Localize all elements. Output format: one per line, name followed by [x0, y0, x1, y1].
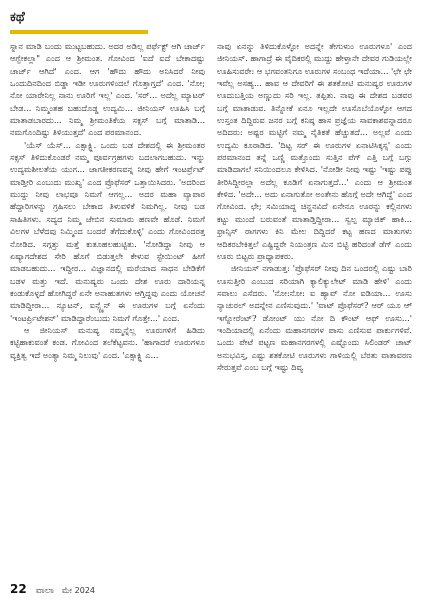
section-title: ಕಥೆ — [10, 10, 25, 25]
paragraph: ನಾವು ಏನನ್ನು ತಿಳಿದುಕೊಳ್ಳೋ ಅದನ್ನೇ ತೇಗುಳುಂ ಊರುಗಳೂ' ಎಂದ ಜೀನಿಯಸ್. ಹಾಗಾದ್ರೆ ಈ ವೈದಿಕರಲ್ಲಿ ಮುದ್ದು ಹೇಳ್ತಾನೇ ದೇವರ ಗುಡಿಯಲ್ಲೇ ಊಹಿಸುವರೇ: ಆ ಭಗವಂತನಿಗೂ ಊರುಗಳ ಸಂಬಂಧ ಇದೆಯಾ... 'ಛೇ ಛೇ ಇವೆಲ್ಲ ಅಸಹ್ಯ... ಹಾವ ಆ ದೇವರಿಗೆ ಈ ಶತಕೋಟಿ ಮನುಷ್ಯರ ಊರುಗಳ ಊದುಬತ್ತಿಯ ಅಣ್ಣುದು ಸರಿ ಇಲ್ಲ. ತಪ್ಪಿತು. ನಾವು ಈ ದೇಶದ ಬಡವರ ಬಗ್ಗೆ ಮಾತಾಡುವ. ತಿನ್ನೋಕೆ ಏನೂ ಇಲ್ಲದೇ ಊಸೊಬೆಯೊಳ್ಳೋ ಆಗದ ಉಸ್ತಂತ ದಿದ್ದಿರುವ ಜನರ ಬಗ್ಗೆ ಕನಿಷ್ಠ ಹಾಸ ಪ್ರಜ್ಞೆಯ ಸಾವಕಾಶವನ್ನಾದರೂ ಅದಿದರು: ಅಷ್ಟರ ಮಟ್ಟಿಗೆ ನಮ್ಮ ನೈತಿಕತೆ ಹೆಚ್ಚುತದೆ... ಅಲ್ಲವೆ ಎಂದು ಉದ್ಯಮಿ ಕೂರಾಡಿದ. 'ದಿಟ್ಟ ಸರ್ ಈ ಊರುಗಳ ಏನಾಟಿಸಿಕ್ಕಸ್ಸ' ಎಂದು ಪರಮಾನಂದ ತನ್ನೆ ಒಣ್ಣಿ ಮತ್ತೊಂದು ಸುತ್ತಿನ ಪೆಗ್ ಎತ್ತಿ ಬಗ್ಗೆ ಬಗ್ಗು ಮಾಡಿದಾಗಲೆ ಸನಿಯಿಂದಲೂ ಕೇಳಿಸಿದ. 'ನೋಡೀ ನೀವು ಇಷ್ಟು 'ಇಷ್ಟು ಪಪ್ಪು ತೀರಿಸಿದ್ದೀರಲ್ಲಾ ಅದೆಲ್ಲ ಕೂಡಿಗೆ ಏನಾಗುತ್ತದೆ...' ಎಂದು ಆ ಶ್ರೀಮಂತ ಕೇಳಿದ. 'ಅದೇ... ಅದು ಏನಾಗುತೋ ಅಂತೇನು ಹೊಗ್ಗೆ ಅದೇ ಆಗಿದ್ದೆ' ಎಂದ ಗೋವಿಂದ. ಛೇ; ಸಮಿಯಾದ್ದ ಚಿನ್ಹನವಿದೆ ಏನೇನೂ ಊರನ್ನು ಕಲ್ಲಿನಗಳು ಕಟ್ಟು ಮುಂದೆ ಬರುವಂತೆ ಮಾತಾಡ್ತಿದ್ದೀರಾ... ಸ್ವಲ್ಪ ಮ್ಯಾಜಿಕ್ ಹಾಕಿ... ಫ್ರಾನ್ಸಿಸ್ ರಾಗಗಳು ಕಿನಿ ಮೇಲ ದಿದ್ದಿದರೆ ಕಟ್ಟ ಹಣದ ಮಾತುಗಳು ಆದಿಕರಬೇಕಿತ್ತಲೆ ಎಷ್ಟಿದ್ದರೇ ನಿಯಂತ್ರಣ ಮಿನ ಬಿಟ್ಟಿ ಹರಿದಂತೆ ಡೆಗ್ ಎಂದು ಊರು ಬಿಟ್ಟರು ಪ್ರಾಧ್ಯಾಪಕರು. — [217, 41, 412, 261]
page-number: 22 — [10, 582, 27, 596]
section-accent-bar — [10, 30, 148, 34]
page-footer — [10, 578, 210, 594]
left-column — [10, 40, 205, 570]
paragraph: ಜೀನಿಯಸ್ ನಗಾಡುತ್ತ: 'ಪ್ರೊಫೆಸರ್ ನೀವು ದಿನ ಒಂದರಲ್ಲಿ ಎಷ್ಟು ಬಾರಿ ಊಸುತ್ತೀರಿ ಎಂಬುದ ಸರಿಯಾಗಿ ಕ್ಯಾಲಿಕ್ಯುಲೇಟ್ ಮಾಡಿ ಹೇಳಿ' ಎಂದು ಸವಾಲು ಎಸೆದರು. 'ನೋ:ನೋ: ಐ ಹ್ಯಾವ್ ನೋ ಐಡಿಯಾ... ಊಸು ನ್ಯಾಚುರಲ್ ಅದನ್ನೇನ ಎಣಿಸುವುದು.' 'ವಾಟ್ ಪ್ರೊಫೆಸರ್? ಆರ್ ಯೂ ಆ್ ಇಗ್ನೋರೆಂಟ್? ಡೋಂಟ್ ಯು ನೋ ದಿ ಕೌಂಟ್ ಆಫ್ ಊಸು...' ಇಂದಿಯಾದಲ್ಲಿ ಏನೆಂದು ಮಹಾನಗರಗಳ ಪಾಸು ಎಣಿಸುವ ಪಾರ್ಕುಗಳಿವೆ. ಒಂದು ಪೇಟೆ ಪಟ್ಟಣ ಮಹಾನಗರಗಳಲ್ಲಿ ಎಷ್ಟೊಂದು ಸಿಲಿಂಡರ್ ಚಾಟ್ ಅನುಭವಿಸ್ತ, ಎಷ್ಟು ಶತಕೋಟಿ ಊರುಗಳು ಗಾಳಿಯಲ್ಲಿ ಬೆರತು ವಾತಾವರಣ ಸೇರುತ್ತವೆ ಎಂಬ ಬಗ್ಗೆ ಇಷ್ಟು ದಿವ್ಯ — [217, 263, 412, 372]
magazine-name: ವಾಲಾ — [35, 586, 54, 596]
paragraph: ಸ್ನಾನ ಮಾಡಿ ಬಂದು ಮುಟ್ಟಬಹುದು. ಅದರ ಅಡಿಲ್ಲ ಪರ್ಫೆಕ್ಟ್ ಆಗಿ ಚಾರ್ಜ್ ಆಗ್ಬೇಕಲ್ಲಾ" ಎಂದ ಆ ಶ್ರೀಮಂತ. ಗೋವಿಂದ 'ಐದೆ ಐದೆ ಬೇಕಾದಷ್ಟು ಚಾರ್ಜ್ ಆಗಿದೆ' ಎಂದ. ಆಗ 'ಹೌದು ಹೌದು ಅನಿಸಿದರೆ ನೀವು ಒಂದುದಿನದಿಂದ ಬಿಡ್ಡಾ ಇಡೀ ಊರುಗಳಿಂದಲೆ ಗೊತ್ತಾಗ್ತದೆ' ಎಂದ. 'ನೋ; ನೋ ಯಾರೇನಿಲ್ಲ ನಾನು ಊರಿಗೆ ಇಲ್ಲ' ಎಂದ. 'ಸರ್... ಅದೆಲ್ಲ ಮ್ಯಾಟರ್ ಬೇಡ... ನಿಮ್ಮಂತಹ ಬಹುದೊಡ್ಡ ಉದ್ಯಮಿ... ಜೀನಿಯಸ್ ಊಹಿಸಿ ಬಗ್ಗೆ ಮಾತಾಡಬಾರದು... ನಿಮ್ಮ ಶ್ರೀಮಂತಿಕೆಯ ಸಕ್ಸಸ್ ಬಗ್ಗೆ ಮಾತಾಡಿ... ನಮಗೊಂದಿಷ್ಟು ತಿಳಿಯುತ್ತದೆ' ಎಂದ ಪರಮಾನಂದ. — [10, 41, 205, 138]
right-column — [217, 40, 412, 570]
section-header — [10, 10, 412, 34]
article-body — [10, 40, 412, 570]
paragraph: ಆ ಜೀನಿಯಸ್ ಮನುಷ್ಯ ನಮ್ಮನ್ನೆಲ್ಲ ಊರುಗಳಿಗೆ ಹಿಡಿದು ಕಟ್ಟಿಹಾಕುವಂತೆ ಕಂಡ. ಗೋವಿಂದ ತಲೆಕೆಟ್ಟವನು. 'ಹಾಗಾದರೆ ಊರುಗಳೂ ವ್ಯಕ್ತಿತ್ವ ಇದೆ ಅಂತ್ಯಾ ನಿಮ್ಮ ನಿಲುವು' ಎಂದ. 'ಎಕ್ಸಾಕ್ಟ್ಲಿ ಎ... — [10, 324, 205, 360]
issue-date: ಮೇ 2024 — [61, 586, 95, 595]
paragraph: 'ಯೆಸ್ ಯೆಸ್... ಎಕ್ಸಾಕ್ಟ್ಲಿ. ಒಂದು ಬಡ ದೇಶದಲ್ಲಿ ಈ ಶ್ರೀಮಂತರ ಸಕ್ಸಸ್ ತಿಳಿದುಕೊಂಡರೆ ನಮ್ಮ ಪೂರ್ವಗ್ರಹಗಳು ಬದಲಾಗಬಹುದು. ಇನ್ನು ಉದ್ಯಮಶೀಲತೆಯ ಯುಗ... ಜಾಗತೀಕರಣವನ್ನ ನೀವು ಹೇಗೆ ಇಂಟರ್ಪ್ರೆಟ್ ಮಾಡ್ತೀರಿ ಎಂಬುದು ಮುಖ್ಯ' ಎಂದ ಪ್ರೊಫೆಸರ್ ಒತ್ತಾಯಿಸಿದರು. 'ಅದರಿಂದ ಮುದ್ದು ನೀವು ಲಾಭವೂ ನಿಮಗೆ ಆಗಲ್ಲ... ಅದರ ಮಹಾ ವ್ಯಾಪಾರ ಹೆದ್ದಾರಿಗಳನ್ನು ಗ್ರಹಿಸಲು ಬೇಕಾದ ತಿಳುವಳಿಕೆ ನಿಮಗಿಲ್ಲ. ನೀವು ಬಡ ಸಾಹಿತಿಗಳು. ಸದ್ಯದ ನಿಮ್ಮ ಜೇಬಿನ ಸುಮಾರು ಹಣವೇ ಹೊಡೆ. ನಿಮಗೆ ವಿಲಗಳ ಬೆಳೆದವು ನಿಮ್ಮಿಂದ ಬಂದರೆ ತೆಗೆದುಕೊಳ್ಳಿ' ಎಂದು ಗೋವಿಂದರತ್ತ ನೋಡಿದ. ಸಗ್ಗತ್ತು ಮತ್ತೆ ಕುತೂಹಲಹುಟ್ಟಿತು. 'ನೋಡಿದ್ದಾ ನೀವು ಆ ಏಷ್ಯಾಗದೇಶದ ಸೇರಿ ಹೊಗೆ ಬಿಡುತ್ತಲೇ ಕೇಳುವ ಸ್ಟೇಯಿಂಟ್ ಹೀಗೆ ಮಾಡಬಹುದು... ಇದ್ದೀರ... ವಿಜ್ಞಾನದಲ್ಲಿ ಮರೆಯಾದ ಸಾಧನ ಬೇಡಿಕೆಗೆ ಬಡಳ ಮತ್ತು ಇದೆ. ಮನುಷ್ಯರು ಒಂದು ದೇಶ ಊರು ದಾರಿಯನ್ನ ಕಂಡುಕೊಳ್ಳದೆ ಹೋಗಿದ್ದರೆ ಏನೇ ಅನಾಹುತಗಳು ಆಗ್ತಿದ್ದವು ಎಂದು ಯೋಚನೆ ಮಾಡಿದ್ದೀರಾ... ನ್ಯೂಟನ್, ಐನ್ಸ್ಟೈನ್ ಈ ಊರುಗಳ ಬಗ್ಗೆ ಏನೆಂದು 'ಇಂಟರ್ಪ್ರಿಟೇಶನ್' ಮಾಡಿದ್ದಾರೆಂಬುದು ನಿಮಗೆ ಗೊತ್ತೇ...' ಎಂದ. — [10, 139, 205, 323]
